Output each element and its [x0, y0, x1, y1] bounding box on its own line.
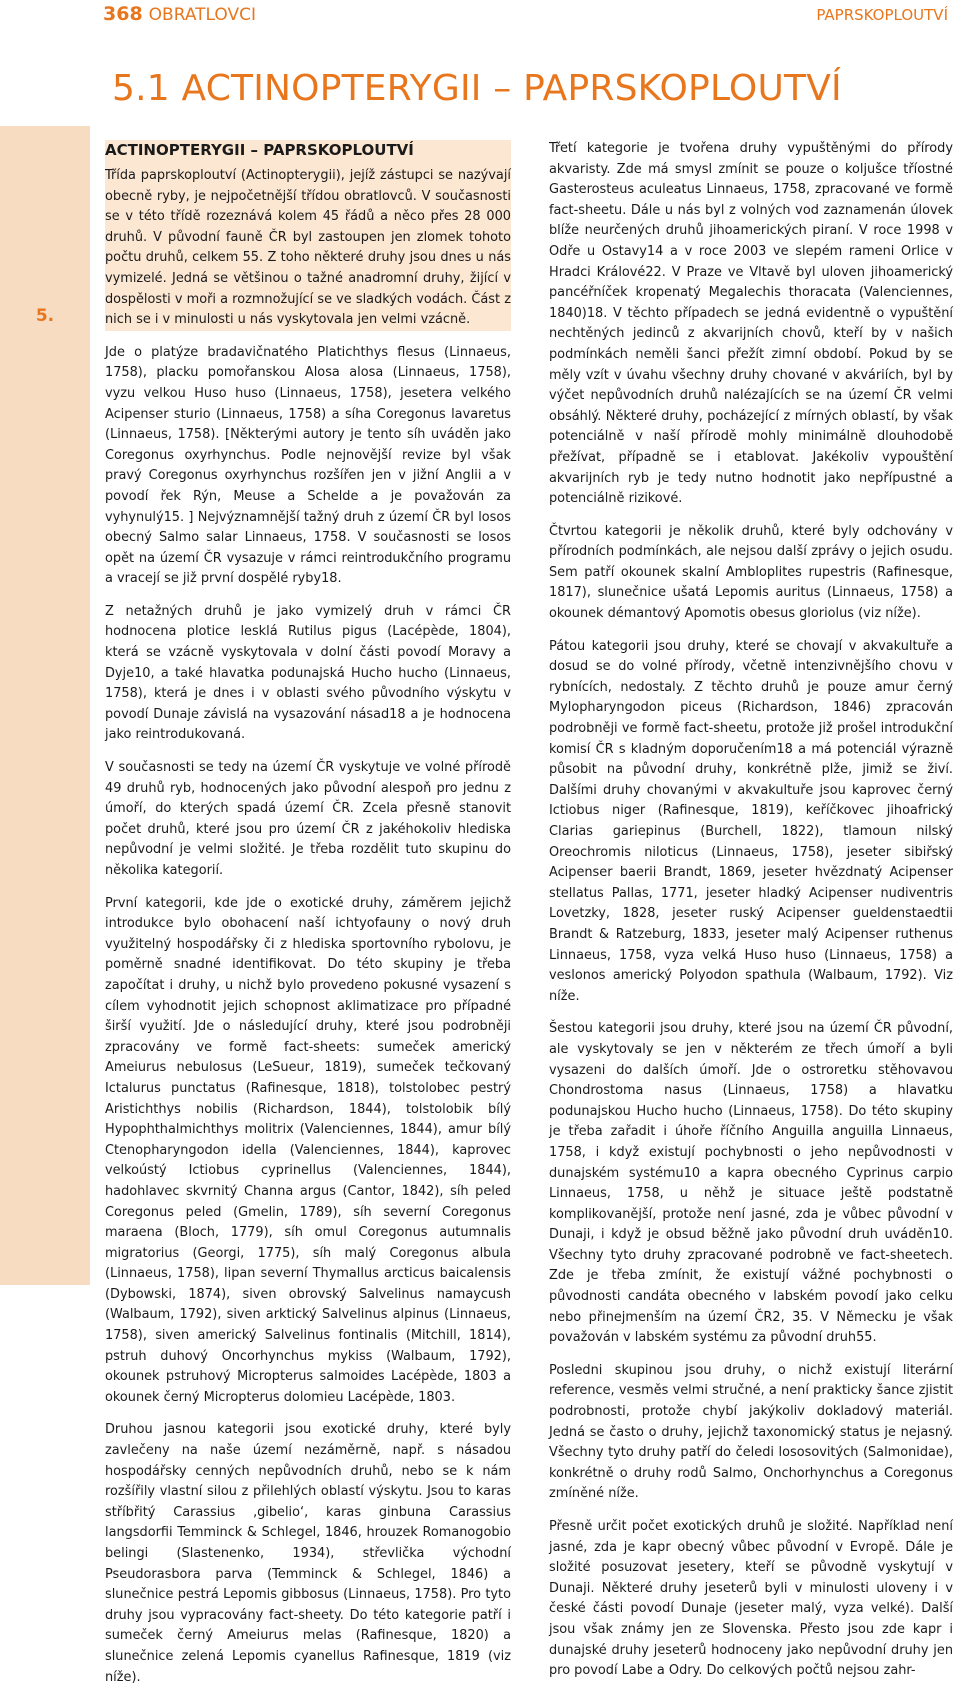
- right-paragraph: Čtvrtou kategorii je několik druhů, které byly odchovány v přírodních podmínkách, ale nejsou další zprávy o jejich osudu. Sem patří okounek skalní Ambloplites rupestris (Rafinesque, 1817), slunečnice ušatá Lepomis auritus (Linnaeus, 1758) a okounek démantový Apomotis obesus gloriolus (viz níže).: [549, 523, 953, 622]
- right-paragraph: Pátou kategorii jsou druhy, které se chovají v akvakultuře a dosud se do volné přírody, včetně intenzivnějšího chovu v rybnících, nedostaly. Z těchto druhů je pouze amur černý Mylopharyngodon piceus (Richardson, 1846) zpracován podrobněji ve formě fact-sheetu, protože již prošel introdukční komisí ČR s kladným doporučením18 a má potenciál výrazně působit na původní druhy, konkrétně plže, jimiž se živí. Dalšími druhy chovanými v akvakultuře jsou kaprovec černý Ictiobus niger (Rafinesque, 1819), keříčkovec jihoafrický Clarias gariepinus (Burchell, 1822), tlamoun nilský Oreochromis niloticus (Linnaeus, 1758), jeseter sibiřský Acipenser baerii Brandt, 1869, jeseter hvězdnatý Acipenser stellatus Pallas, 1771, jeseter hladký Acipenser nudiventris Lovetzky, 1828, jeseter ruský Acipenser gueldenstaedtii Brandt & Ratzeburg, 1833, jeseter malý Acipenser ruthenus Linnaeus, 1758, vyza velká Huso huso (Linnaeus, 1758) a veslonos americký Polyodon spathula (Walbaum, 1792). Viz níže.: [549, 638, 953, 1004]
- intro-box: [105, 140, 511, 331]
- right-column: [549, 139, 953, 1694]
- right-paragraph: Třetí kategorie je tvořena druhy vypuštěnými do přírody akvaristy. Zde má smysl zmínit se pouze o koljušce tříostné Gasterosteus aculeatus Linnaeus, 1758, zpracované ve formě fact-sheetu. Dále u nás byl z volných vod zaznamenán úlovek blíže neurčených druhů jihoamerických piraní. V roce 1998 v Odře u Ostavy14 a v roce 2003 ve slepém rameni Orlice v Hradci Králové22. V Praze ve Vltavě byl uloven jihoamerický pancéřníček kropenatý Megalechis thoracata (Valenciennes, 1840)18. V těchto případech se jedná evidentně o vypuštění nechtěných jedinců z akvarijních chovů, kteří by v našich podmínkách neměli šanci přežít zimní období. Pokud by se měly vzít v úvahu všechny druhy chované v akváriích, byl by výčet nepůvodních druhů nalézajících se na území ČR velmi obsáhlý. Některé druhy, pocházející z mírných oblastí, by však potenciálně v naší přírodě mohly minimálně dlouhodobě přežívat, případně se i etablovat. Jakékoliv vypouštění akvarijních ryb je tedy nutno hodnotit jako nepřípustné a potenciálně rizikové.: [549, 141, 953, 507]
- left-paragraph: Z netažných druhů je jako vymizelý druh v rámci ČR hodnocena plotice lesklá Rutilus pigus (Lacépède, 1804), která se vzácně vyskytovala v dolní části povodí Moravy a Dyje10, a také hlavatka podunajská Hucho hucho (Linnaeus, 1758), která je dnes i v oblasti svého původního výskytu v povodí Dunaje závislá na vysazování násad18 a je hodnocena jako reintrodukovaná.: [105, 603, 511, 743]
- intro-box-text: Třída paprskoploutví (Actinopterygii), jejíž zástupci se nazývají obecně ryby, je nejpočetnější třídou obratlovců. V současnosti se v této třídě rozeznává kolem 45 řádů a něco přes 28 000 druhů. V původní fauně ČR byl zastoupen jen zlomek tohoto počtu druhů, celkem 55. Z toho některé druhy jsou dnes u nás vymizelé. Jedná se většinou o tažné anadromní druhy, žijící v dospělosti v moři a rozmnožující se ve sladkých vodách. Část z nich se i v minulosti u nás vyskytovala jen velmi vzácně.: [105, 168, 511, 328]
- intro-box-heading: ACTINOPTERYGII – PAPRSKOPLOUTVÍ: [105, 141, 414, 159]
- left-column: [105, 140, 511, 1700]
- right-paragraph: Posledni skupinou jsou druhy, o nichž existují literární reference, vesměs velmi stručné, a není prakticky šance zjistit podrobnosti, protože chybí jakýkoliv dokladový materiál. Jedná se často o druhy, jejichž taxonomický status je nejasný. Všechny tyto druhy patří do čeledi lososovitých (Salmonidae), konkrétně o druhy rodů Salmo, Onchorhynchus a Coregonus zmíněné níže.: [549, 1362, 953, 1502]
- section-right-label: PAPRSKOPLOUTVÍ: [816, 6, 948, 24]
- page-number: 368: [103, 3, 143, 25]
- page-header: [0, 0, 960, 32]
- left-paragraph: Jde o platýze bradavičnatého Platichthys flesus (Linnaeus, 1758), placku pomořanskou Alosa alosa (Linnaeus, 1758), vyzu velkou Huso huso (Linnaeus, 1758), jesetera velkého Acipenser sturio (Linnaeus, 1758) a síha Coregonus lavaretus (Linnaeus, 1758). [Některými autory je tento síh uváděn jako Coregonus oxyrhynchus. Podle nejnovější revize byl však pravý Coregonus oxyrhynchus rozšířen jen v jižní Anglii a v povodí řek Rýn, Meuse a Schelde a je považován za vyhynulý15. ] Nejvýznamnější tažný druh z území ČR byl losos obecný Salmo salar Linnaeus, 1758. V současnosti se losos opět na území ČR vysazuje v rámci reintrodukčního programu a vracejí se již první dospělé ryby18.: [105, 344, 511, 587]
- left-paragraph: V současnosti se tedy na území ČR vyskytuje ve volné přírodě 49 druhů ryb, hodnocených jako původní alespoň pro jednu z úmoří, do kterých spadá území ČR. Zcela přesně stanovit počet druhů, které jsou pro území ČR z jakéhokoliv hlediska nepůvodní je velmi složité. Je třeba rozdělit tuto skupinu do několika kategorií.: [105, 760, 511, 878]
- chapter-sidebar: [0, 126, 90, 1285]
- chapter-number: 5.: [35, 306, 55, 326]
- section-left-label: OBRATLOVCI: [148, 5, 256, 25]
- running-head-left: [103, 3, 256, 25]
- page-title: 5.1 ACTINOPTERYGII – PAPRSKOPLOUTVÍ: [112, 68, 842, 109]
- left-paragraph: První kategorii, kde jde o exotické druhy, záměrem jejichž introdukce bylo obohacení naší ichtyofauny o nový druh využitelný hospodářsky či z hlediska sportovního rybolovu, je poměrně snadné identifikovat. Do této skupiny je třeba započítat i druhy, u nichž bylo provedeno pokusné vysazení s cílem vyhodnotit jejich schopnost aklimatizace pro případné širší využití. Jde o následující druhy, které jsou podrobněji zpracovány ve formě fact-sheets: sumeček americký Ameiurus nebulosus (LeSueur, 1819), sumeček tečkovaný Ictalurus punctatus (Rafinesque, 1818), tolstolobec pestrý Aristichthys nobilis (Richardson, 1844), tolstolobik bílý Hypophthalmichthys molitrix (Valenciennes, 1844), amur bílý Ctenopharyngodon idella (Valenciennes, 1844), kaprovec velkoústý Ictiobus cyprinellus (Valenciennes, 1844), hadohlavec skvrnitý Channa argus (Cantor, 1842), síh peled Coregonus peled (Gmelin, 1789), síh severní Coregonus maraena (Bloch, 1779), síh omul Coregonus autumnalis migratorius (Georgi, 1775), síh malý Coregonus albula (Linnaeus, 1758), lipan severní Thymallus arcticus baicalensis (Dybowski, 1874), siven obrovský Salvelinus namaycush (Walbaum, 1792), siven arktický Salvelinus alpinus (Linnaeus, 1758), siven americký Salvelinus fontinalis (Mitchill, 1814), pstruh duhový Oncorhynchus mykiss (Walbaum, 1792), okounek pstruhový Micropterus salmoides Lacépède, 1803 a okounek černý Micropterus dolomieu Lacépède, 1803.: [105, 895, 511, 1405]
- right-paragraph: Přesně určit počet exotických druhů je složité. Například není jasné, zda je kapr obecný vůbec původní v Evropě. Dále je složité posuzovat jesetery, kteří se původně vyskytují v Dunaji. Některé druhy jeseterů byli v minulosti uloveny i v české části povodí Dunaje (jeseter malý, vyza velké). Další jsou však známy jen ze Slovenska. Přesto jsou zde kapr i dunajské druhy jeseterů hodnoceny jako nepůvodní druhy jen pro povodí Labe a Odry. Do celkových počtů nejsou zahr-: [549, 1519, 953, 1679]
- left-paragraph: Druhou jasnou kategorii jsou exotické druhy, které byly zavlečeny na naše území nezáměrně, např. s násadou hospodářsky cenných nepůvodních druhů, nebo se k nám rozšířily vlastní silou z přilehlých oblastí výskytu. Jsou to karas stříbřitý Carassius ‚gibelio‘, karas ginbuna Carassius langsdorfii Temminck & Schlegel, 1846, hrouzek Romanogobio belingi (Slastenenko, 1934), střevlička východní Pseudorasbora parva (Temminck & Schlegel, 1846) a slunečnice pestrá Lepomis gibbosus (Linnaeus, 1758). Pro tyto druhy jsou vypracovány fact-sheety. Do této kategorie patří i sumeček černý Ameiurus melas (Rafinesque, 1820) a slunečnice zelená Lepomis cyanellus Rafinesque, 1819 (viz níže).: [105, 1422, 511, 1685]
- right-paragraph: Šestou kategorii jsou druhy, které jsou na území ČR původní, ale vyskytovaly se jen v některém ze třech úmoří a byli vysazeni do dalších úmoří. Jde o ostroretku stěhovavou Chondrostoma nasus (Linnaeus, 1758) a hlavatku podunajskou Hucho hucho (Linnaeus, 1758). Do této skupiny je třeba zařadit i úhoře říčního Anguilla anguilla Linnaeus, 1758, i když existují pochybnosti o jeho nepůvodnosti v dunajském systému10 a kapra obecného Cyprinus carpio Linnaeus, 1758, u něhž je situace ještě podstatně komplikovanější, protože není jasné, zda je vůbec původní v Dunaji, i když je obsud běžně jako původní druh uváděn10. Všechny tyto druhy zpracované podrobně ve fact-sheetech. Zde je třeba zmínit, že existují vážné pochybnosti o původnosti candáta obecného v labském povodí jako celku nebo přinejmenším na území ČR2, 35. V Německu je však považován v labském systému za původní druh55.: [549, 1021, 953, 1346]
